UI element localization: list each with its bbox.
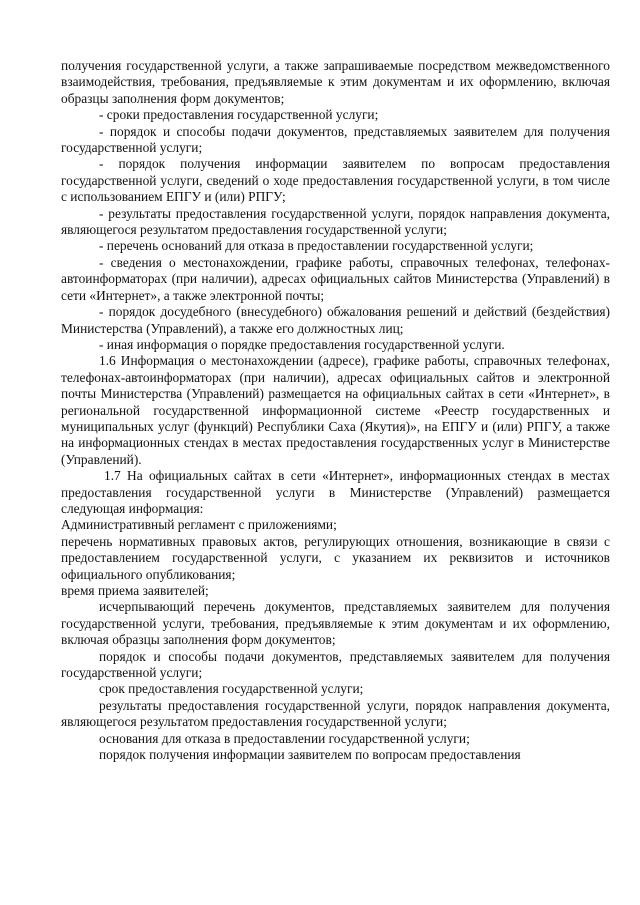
- list-item: Административный регламент с приложениями;: [61, 517, 337, 533]
- list-item: результаты предоставления государственной услуги, порядок направления документа, являющегося результатом предоставления государственной услуги;: [61, 697, 610, 730]
- list-item: порядок и способы подачи документов, представляемых заявителем для получения государственной услуги;: [61, 648, 610, 681]
- list-item: порядок получения информации заявителем по вопросам предоставления: [99, 747, 521, 763]
- list-item: срок предоставления государственной услуги;: [99, 681, 364, 697]
- list-item: исчерпывающий перечень документов, представляемых заявителем для получения государственной услуги, требования, предъявляемые к этим документам и их оформлению, включая образцы заполнения форм документов;: [61, 599, 610, 648]
- list-item: - сведения о местонахождении, графике работы, справочных телефонах, телефонах-автоинформаторах (при наличии), адресах официальных сайтов Министерства (Управлений) в сети «Интернет», а также электронной почты;: [61, 254, 610, 303]
- section-1-6: 1.6 Информация о местонахождении (адресе), графике работы, справочных телефонах, телефонах-автоинформаторах (при наличии), адресах официальных сайтов и электронной почты Министерства (Управлений) размещается на официальных сайтах в сети «Интернет», в региональной государственной информационной системе «Реестр государственных и муниципальных услуг (функций) Республики Саха (Якутия)», на ЕПГУ и (или) РПГУ, а также на информационных стендах в местах предоставления государственных услуг в Министерстве (Управлений).: [61, 353, 610, 467]
- list-item: перечень нормативных правовых актов, регулирующих отношения, возникающие в связи с предоставлением государственной услуги, с указанием их реквизитов и источников официального опубликования;: [61, 533, 610, 582]
- list-item: - перечень оснований для отказа в предоставлении государственной услуги;: [99, 238, 534, 254]
- section-1-7: 1.7 На официальных сайтах в сети «Интернет», информационных стендах в местах предоставления государственной услуги в Министерстве (Управлений) размещается следующая информация:: [61, 468, 610, 516]
- document-body: [61, 58, 610, 763]
- list-item: - порядок и способы подачи документов, представляемых заявителем для получения государственной услуги;: [61, 123, 610, 156]
- list-item: - результаты предоставления государственной услуги, порядок направления документа, являющегося результатом предоставления государственной услуги;: [61, 205, 610, 238]
- list-item: - иная информация о порядке предоставления государственной услуги.: [99, 336, 505, 352]
- list-item: основания для отказа в предоставлении государственной услуги;: [99, 730, 470, 746]
- list-item: время приема заявителей;: [61, 583, 209, 598]
- list-item: - порядок получения информации заявителем по вопросам предоставления государственной услуги, сведений о ходе предоставления государственной услуги, в том числе с использованием ЕПГУ и (или) РПГУ;: [61, 156, 610, 205]
- paragraph: получения государственной услуги, а также запрашиваемые посредством межведомственного взаимодействия, требования, предъявляемые к этим документам и их оформлению, включая образцы заполнения форм документов;: [61, 58, 610, 106]
- list-item: - сроки предоставления государственной услуги;: [99, 107, 379, 123]
- list-item: - порядок досудебного (внесудебного) обжалования решений и действий (бездействия) Министерства (Управлений), а также его должностных лиц;: [61, 304, 610, 336]
